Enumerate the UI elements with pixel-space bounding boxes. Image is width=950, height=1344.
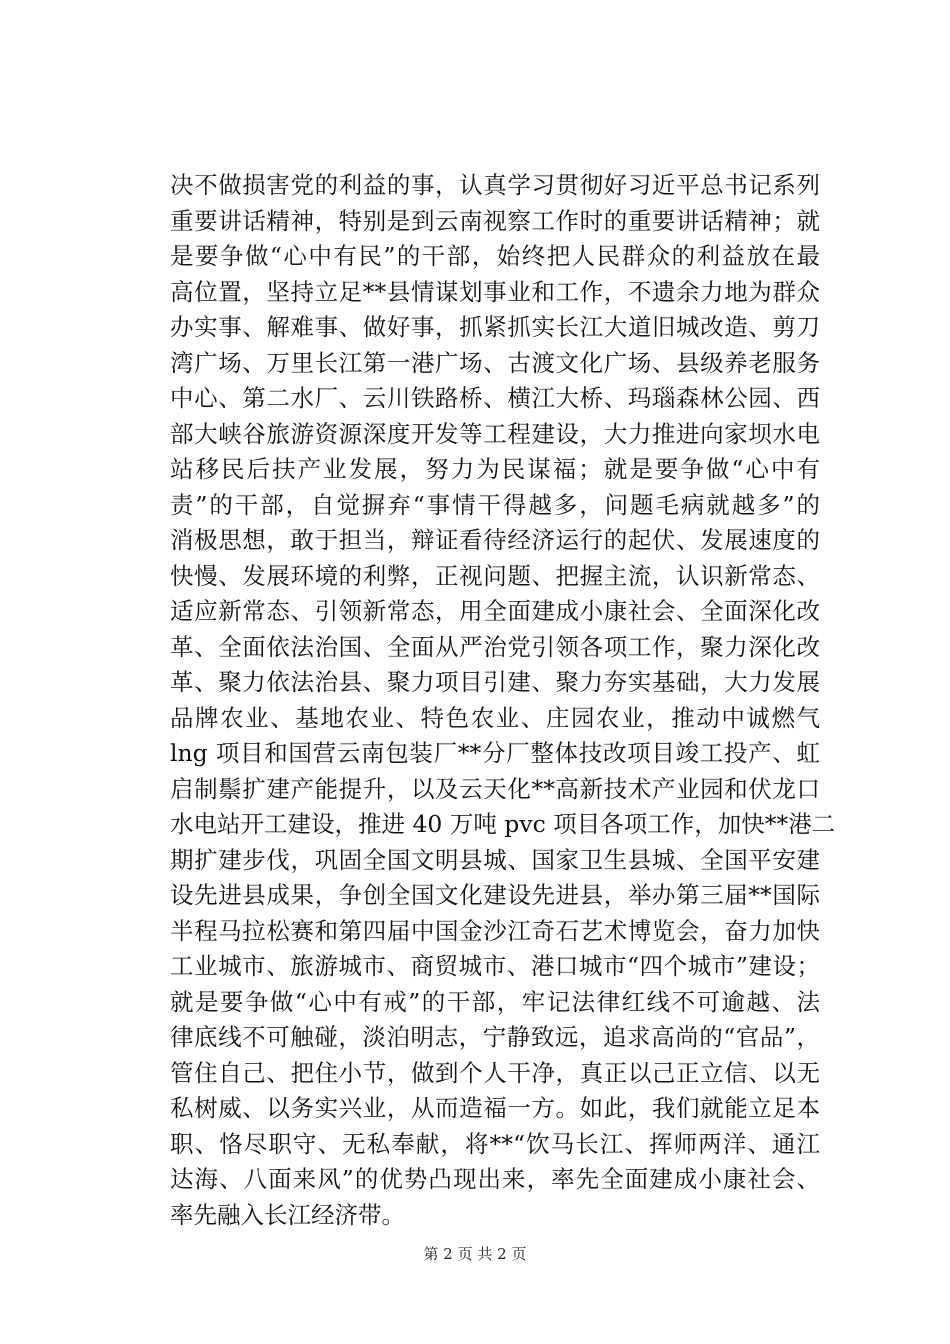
text-line: 革、聚力依法治县、聚力项目引建、聚力夯实基础，大力发展 (170, 668, 820, 696)
text-line: 适应新常态、引领新常态，用全面建成小康社会、全面深化改 (170, 597, 820, 625)
text-line: 达海、八面来风”的优势凸现出来，率先全面建成小康社会、 (170, 1165, 820, 1193)
text-line: 品牌农业、基地农业、特色农业、庄园农业，推动中诚燃气 (170, 703, 820, 732)
text-line: 部大峡谷旅游资源深度开发等工程建设，大力推进向家坝水电 (170, 419, 820, 448)
text-line: 启制鬃扩建产能提升，以及云天化**高新技术产业园和伏龙口 (170, 774, 820, 803)
text-line: 重要讲话精神，特别是到云南视察工作时的重要讲话精神；就 (170, 206, 820, 235)
text-line: 中心、第二水厂、云川铁路桥、横江大桥、玛瑙森林公园、西 (170, 384, 820, 412)
text-line: 就是要争做“心中有戒”的干部，牢记法律红线不可逾越、法 (170, 987, 820, 1016)
text-line: 高位置，坚持立足**县情谋划事业和工作，不遗余力地为群众 (170, 277, 820, 306)
text-line: 期扩建步伐，巩固全国文明县城、国家卫生县城、全国平安建 (170, 845, 820, 874)
text-line: 办实事、解难事、做好事，抓紧抓实长江大道旧城改造、剪刀 (170, 313, 820, 341)
page-footer (0, 1244, 950, 1264)
text-line: 湾广场、万里长江第一港广场、古渡文化广场、县级养老服务 (170, 348, 820, 377)
text-line: 是要争做“心中有民”的干部，始终把人民群众的利益放在最 (170, 242, 820, 270)
text-line: 职、恪尽职守、无私奉献，将**“饮马长江、挥师两洋、通江 (170, 1129, 820, 1158)
text-line: 水电站开工建设，推进 40 万吨 pvc 项目各项工作，加快**港二 (170, 810, 836, 838)
text-line: 设先进县成果，争创全国文化建设先进县，举办第三届**国际 (170, 881, 820, 909)
text-line: 工业城市、旅游城市、商贸城市、港口城市“四个城市”建设； (170, 952, 820, 980)
text-line: 消极思想，敢于担当，辩证看待经济运行的起伏、发展速度的 (170, 526, 820, 554)
text-line: 革、全面依法治国、全面从严治党引领各项工作，聚力深化改 (170, 632, 820, 661)
text-line: 律底线不可触碰，淡泊明志，宁静致远，追求高尚的“官品”， (170, 1023, 820, 1051)
page-number: 第 2 页 共 2 页 (423, 1245, 527, 1263)
text-line: 率先融入长江经济带。 (170, 1200, 405, 1229)
text-line: 决不做损害党的利益的事，认真学习贯彻好习近平总书记系列 (170, 171, 820, 199)
text-line: 站移民后扶产业发展，努力为民谋福；就是要争做“心中有 (170, 455, 820, 483)
document-body (170, 168, 836, 1233)
text-line: 管住自己、把住小节，做到个人干净，真正以己正立信、以无 (170, 1058, 820, 1087)
text-line: lng 项目和国营云南包装厂**分厂整体技改项目竣工投产、虹 (170, 739, 820, 767)
text-line: 半程马拉松赛和第四届中国金沙江奇石艺术博览会，奋力加快 (170, 916, 820, 945)
text-line: 快慢、发展环境的利弊，正视问题、把握主流，认识新常态、 (170, 561, 820, 590)
text-line: 责”的干部，自觉摒弃“事情干得越多，问题毛病就越多”的 (170, 490, 820, 519)
text-line: 私树威、以务实兴业，从而造福一方。如此，我们就能立足本 (170, 1094, 820, 1122)
